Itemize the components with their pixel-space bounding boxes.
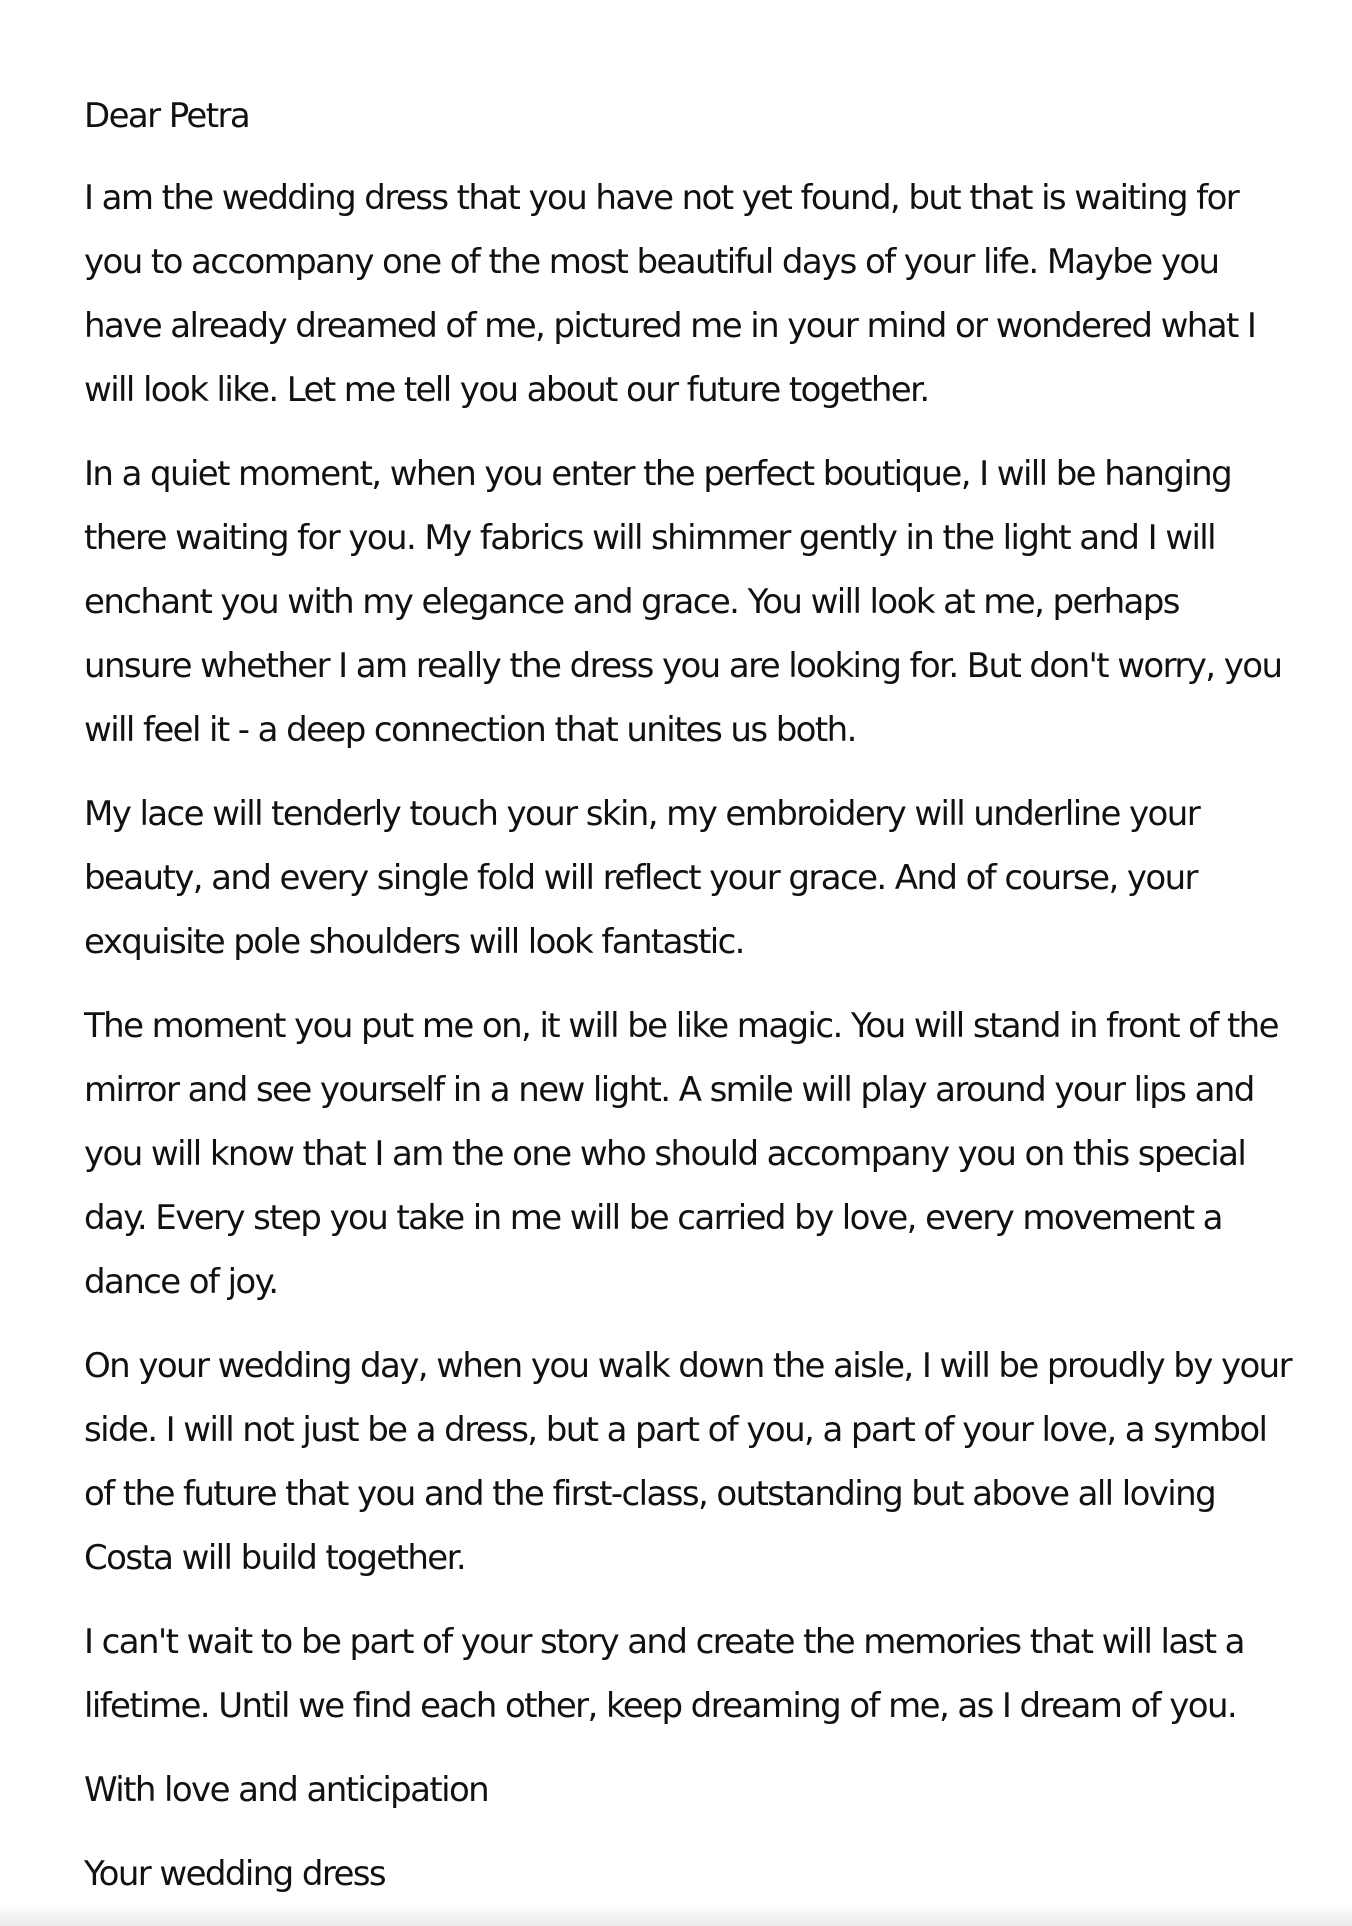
letter-paragraph-3: My lace will tenderly touch your skin, my embroidery will underline your beauty, and every single fold will reflect your grace. And of course, your exquisite pole shoulders will look fantastic. <box>84 794 1200 962</box>
letter-greeting: Dear Petra <box>84 96 250 136</box>
letter-paragraph-1: I am the wedding dress that you have not yet found, but that is waiting for you to accompany one of the most beautiful days of your life. Maybe you have already dreamed of me, pictured me in your mind or wondered what I will look like. Let me tell you about our future together. <box>84 178 1256 410</box>
letter-paragraph-6: I can't wait to be part of your story and create the memories that will last a lifetime. Until we find each other, keep dreaming of me, as I dream of you. <box>84 1622 1244 1726</box>
letter-body <box>84 84 1294 1926</box>
letter-closing: With love and anticipation <box>84 1770 489 1810</box>
letter-paragraph-2: In a quiet moment, when you enter the perfect boutique, I will be hanging there waiting for you. My fabrics will shimmer gently in the light and I will enchant you with my elegance and grace. You will look at me, perhaps unsure whether I am really the dress you are looking for. But don't worry, you will feel it - a deep connection that unites us both. <box>84 454 1282 750</box>
letter-paragraph-4: The moment you put me on, it will be like magic. You will stand in front of the mirror and see yourself in a new light. A smile will play around your lips and you will know that I am the one who should accompany you on this special day. Every step you take in me will be carried by love, every movement a dance of joy. <box>84 1006 1278 1302</box>
letter-signature: Your wedding dress <box>84 1854 386 1894</box>
letter-paragraph-5: On your wedding day, when you walk down the aisle, I will be proudly by your side. I will not just be a dress, but a part of you, a part of your love, a symbol of the future that you and the first-class, outstanding but above all loving Costa will build together. <box>84 1346 1292 1578</box>
page-bottom-edge <box>0 1904 1352 1926</box>
